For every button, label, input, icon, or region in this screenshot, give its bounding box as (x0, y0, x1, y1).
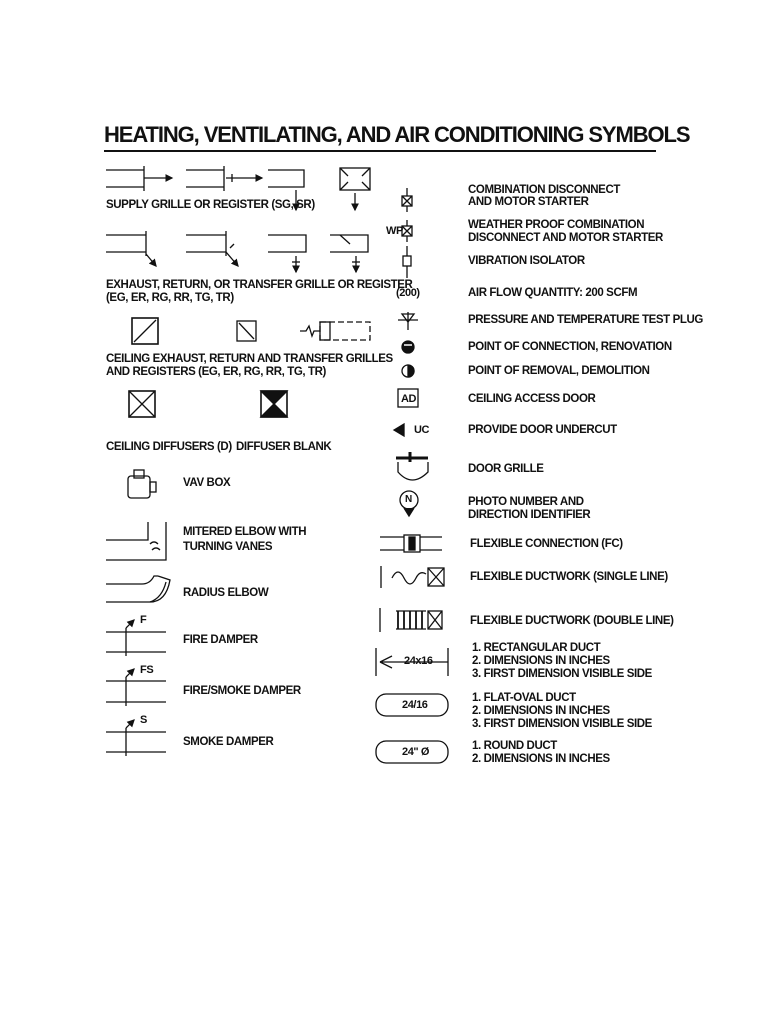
point-of-removal-symbol (402, 365, 414, 377)
weather-proof-disconnect-symbol (402, 220, 412, 242)
label-weather-proof: WEATHER PROOF COMBINATION (468, 219, 645, 231)
label-vav-box: VAV BOX (183, 477, 231, 489)
label-supply-grille: SUPPLY GRILLE OR REGISTER (SG, SR) (106, 199, 315, 211)
label-ceiling-exhaust-codes: AND REGISTERS (EG, ER, RG, RR, TG, TR) (106, 366, 326, 378)
tag-smoke-damper: S (140, 714, 147, 726)
tag-n: N (405, 494, 412, 505)
label-ceiling-diffusers: CEILING DIFFUSERS (D) (106, 441, 232, 453)
combination-disconnect-symbol (402, 188, 412, 212)
test-plug-symbol (398, 312, 418, 330)
label-smoke-damper: SMOKE DAMPER (183, 736, 274, 748)
label-door-undercut: PROVIDE DOOR UNDERCUT (468, 424, 617, 436)
label-test-plug: PRESSURE AND TEMPERATURE TEST PLUG (468, 314, 703, 326)
label-exhaust-grille: EXHAUST, RETURN, OR TRANSFER GRILLE OR REGISTER (106, 279, 413, 291)
label-diffuser-blank: DIFFUSER BLANK (236, 441, 332, 453)
tag-round-duct: 24" Ø (402, 746, 430, 758)
label-photo-number: PHOTO NUMBER AND (468, 496, 584, 508)
label-turning-vanes: TURNING VANES (183, 541, 273, 553)
label-mitered-elbow: MITERED ELBOW WITH (183, 526, 307, 538)
label-round-duct-2: 2. DIMENSIONS IN INCHES (472, 753, 610, 765)
label-flat-oval-duct-1: 1. FLAT-OVAL DUCT (472, 692, 576, 704)
label-ceiling-access-door: CEILING ACCESS DOOR (468, 393, 596, 405)
label-weather-proof-disconnect: DISCONNECT AND MOTOR STARTER (468, 232, 663, 244)
label-point-of-removal: POINT OF REMOVAL, DEMOLITION (468, 365, 650, 377)
vibration-isolator-symbol (403, 246, 411, 278)
label-flexible-connection: FLEXIBLE CONNECTION (FC) (470, 538, 623, 550)
label-fire-damper: FIRE DAMPER (183, 634, 258, 646)
label-motor-starter: AND MOTOR STARTER (468, 196, 589, 208)
fire-smoke-damper-symbol (106, 669, 166, 706)
tag-oval-duct: 24/16 (402, 699, 428, 711)
label-direction-identifier: DIRECTION IDENTIFIER (468, 509, 591, 521)
tag-rect-duct: 24x16 (404, 655, 433, 667)
label-rectangular-duct-2: 2. DIMENSIONS IN INCHES (472, 655, 610, 667)
tag-wp: WP (386, 225, 403, 237)
tag-fire-damper: F (140, 614, 147, 626)
flexible-ductwork-single-symbol (381, 566, 444, 588)
label-rectangular-duct-1: 1. RECTANGULAR DUCT (472, 642, 601, 654)
label-airflow-quantity: AIR FLOW QUANTITY: 200 SCFM (468, 287, 638, 299)
label-flat-oval-duct-2: 2. DIMENSIONS IN INCHES (472, 705, 610, 717)
mitered-elbow-symbol (106, 522, 166, 560)
ceiling-exhaust-symbols (132, 318, 370, 344)
label-fire-smoke-damper: FIRE/SMOKE DAMPER (183, 685, 301, 697)
label-combination-disconnect: COMBINATION DISCONNECT (468, 184, 620, 196)
tag-fire-smoke-damper: FS (140, 664, 154, 676)
label-flexible-ductwork-double: FLEXIBLE DUCTWORK (DOUBLE LINE) (470, 615, 674, 627)
flexible-ductwork-double-symbol (380, 608, 442, 632)
fire-damper-symbol (106, 620, 166, 656)
label-rectangular-duct-3: 3. FIRST DIMENSION VISIBLE SIDE (472, 668, 652, 680)
tag-ad: AD (401, 393, 417, 405)
page-title: HEATING, VENTILATING, AND AIR CONDITIONING SYMBOLS (104, 122, 690, 147)
label-radius-elbow: RADIUS ELBOW (183, 587, 269, 599)
label-flexible-ductwork-single: FLEXIBLE DUCTWORK (SINGLE LINE) (470, 571, 668, 583)
label-round-duct-1: 1. ROUND DUCT (472, 740, 557, 752)
door-undercut-symbol (394, 424, 404, 436)
exhaust-grille-symbols (106, 231, 368, 272)
flexible-connection-symbol (380, 535, 442, 552)
label-exhaust-grille-codes: (EG, ER, RG, RR, TG, TR) (106, 292, 234, 304)
label-door-grille: DOOR GRILLE (468, 463, 544, 475)
point-of-connection-symbol (402, 341, 414, 353)
vav-box-symbol (128, 470, 156, 498)
label-vibration-isolator: VIBRATION ISOLATOR (468, 255, 585, 267)
ceiling-diffuser-symbols (129, 391, 287, 417)
label-ceiling-exhaust: CEILING EXHAUST, RETURN AND TRANSFER GRILLES (106, 353, 393, 365)
label-flat-oval-duct-3: 3. FIRST DIMENSION VISIBLE SIDE (472, 718, 652, 730)
label-point-of-connection: POINT OF CONNECTION, RENOVATION (468, 341, 672, 353)
door-grille-symbol (396, 452, 428, 480)
radius-elbow-symbol (106, 576, 170, 602)
tag-uc: UC (414, 424, 430, 436)
tag-airflow: (200) (396, 287, 420, 299)
smoke-damper-symbol (106, 720, 166, 756)
